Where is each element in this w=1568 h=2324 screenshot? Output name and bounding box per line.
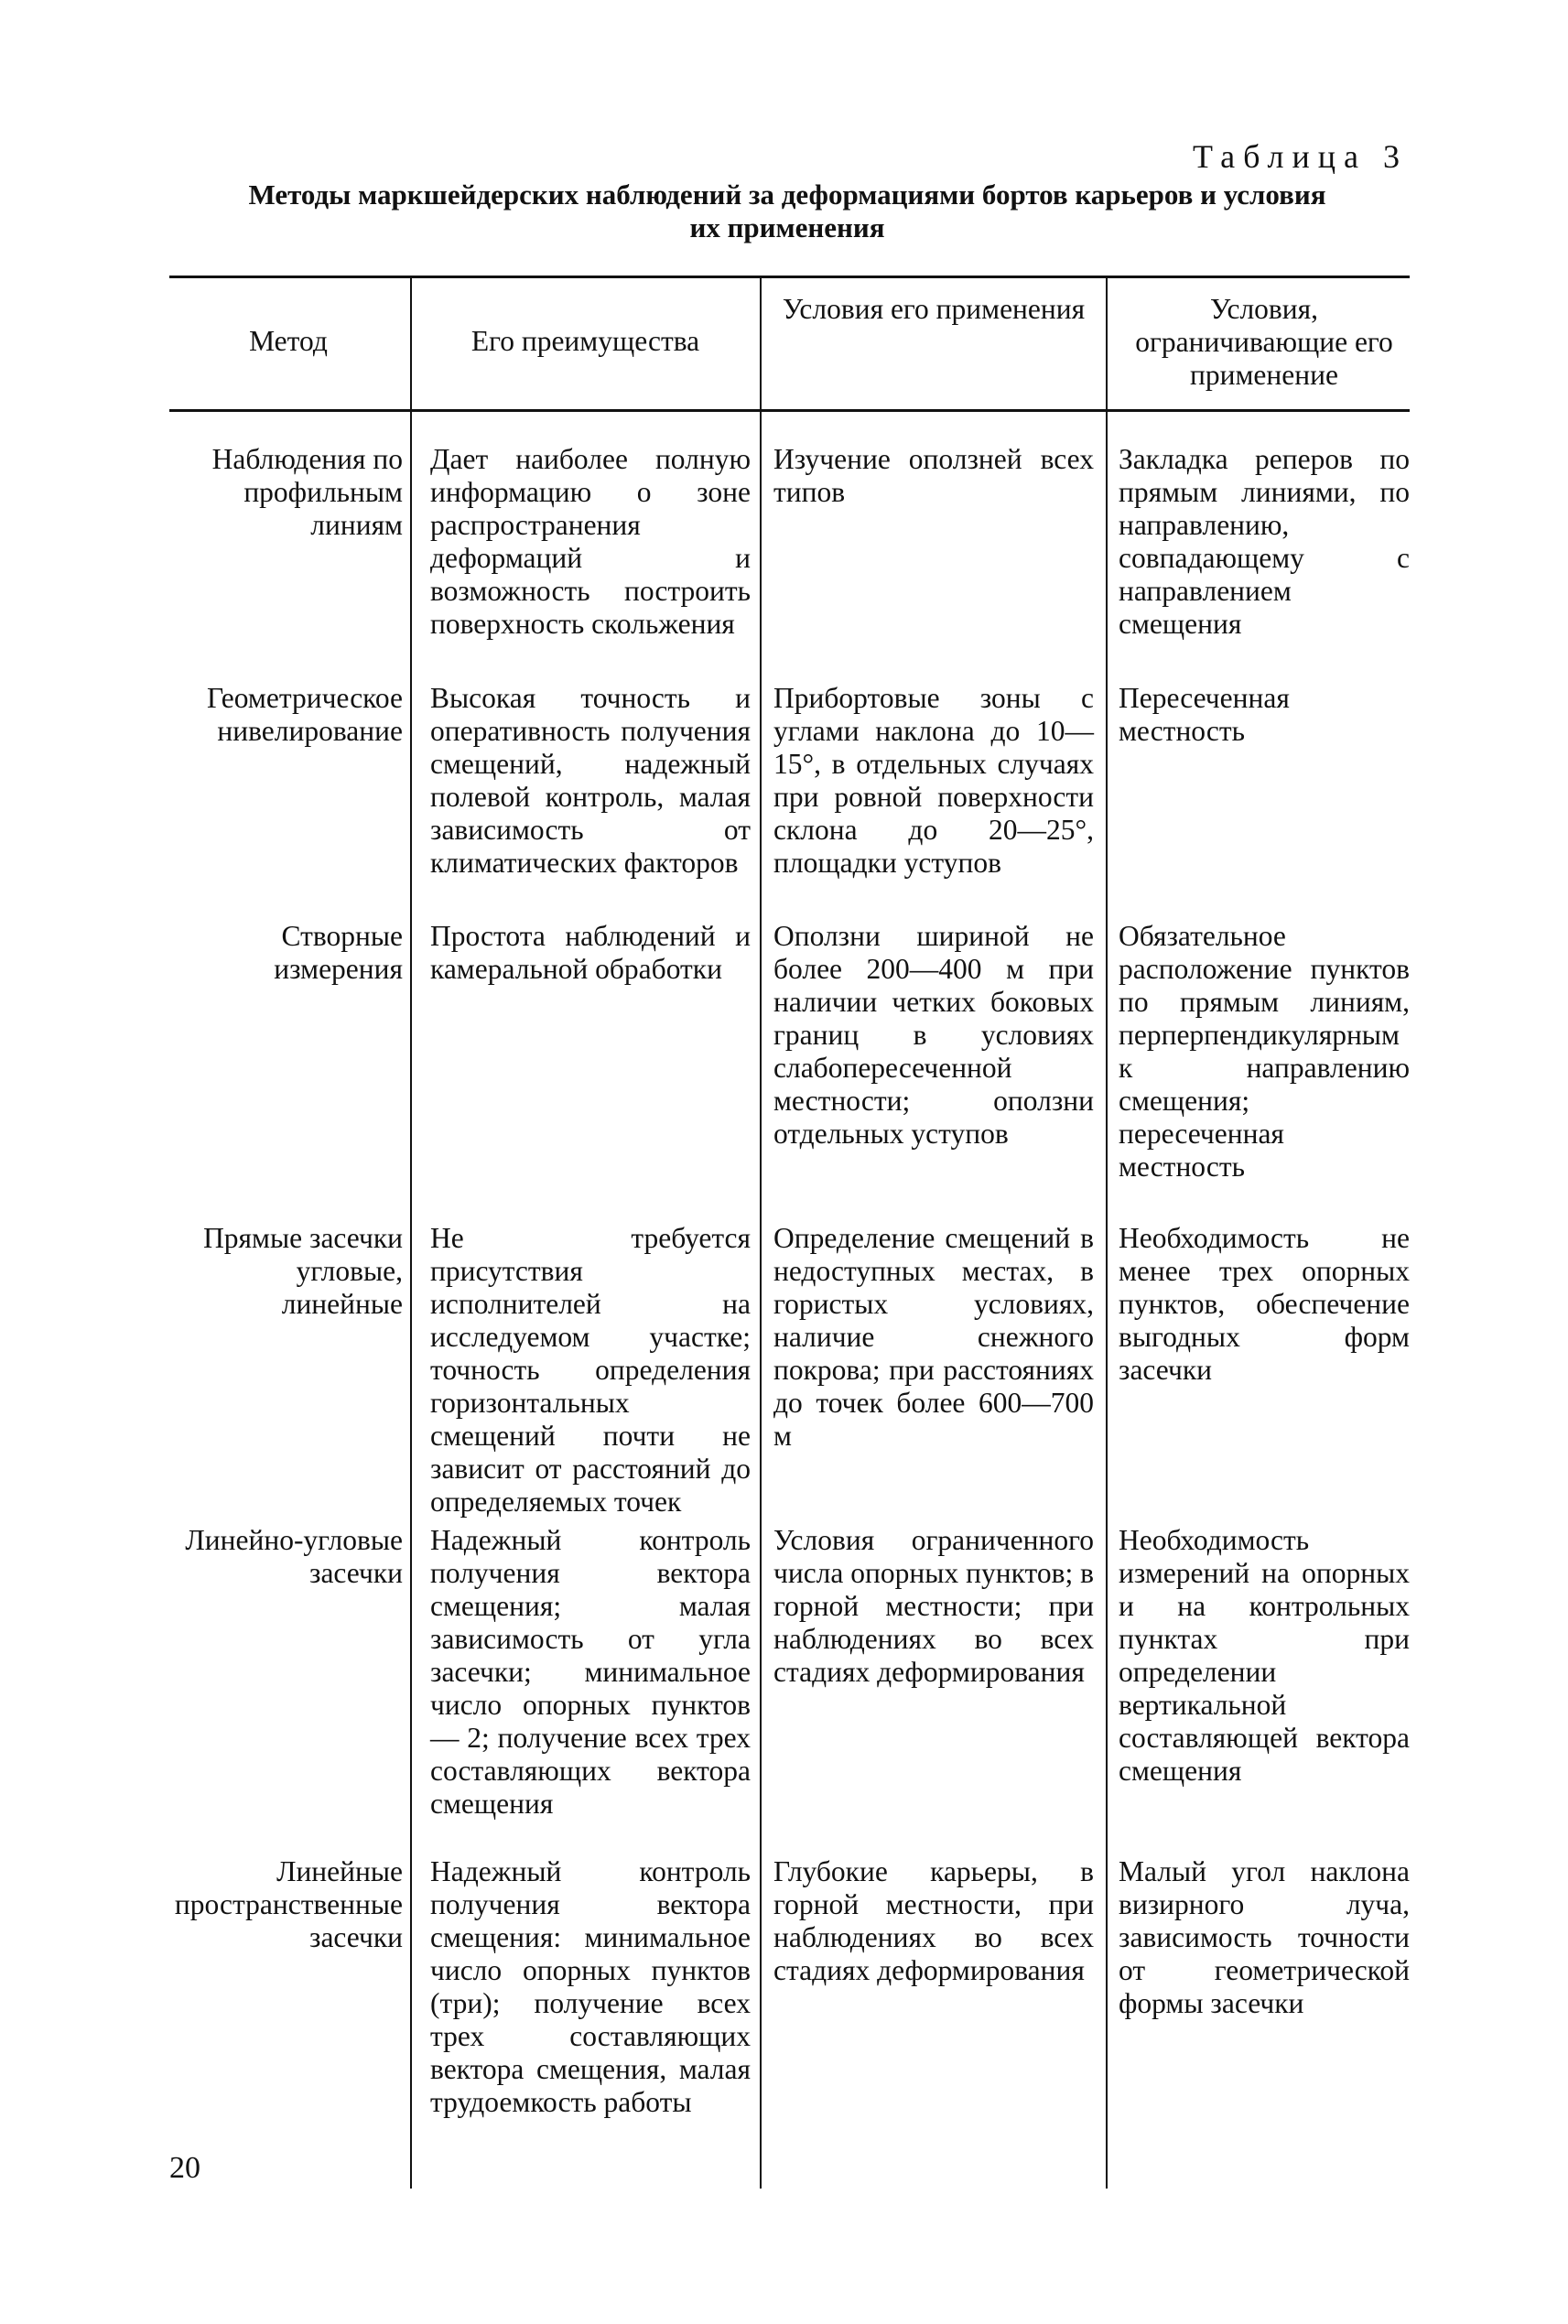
table-cell-conditions: Изучение оползней всех типов <box>773 443 1094 508</box>
table-title <box>165 178 1410 244</box>
table-cell-conditions: Определение смещений в недоступных местах, в гористых условиях, наличие снежного покрова; при расстояниях до точек более 600—700 м <box>773 1222 1094 1452</box>
column-divider <box>760 276 762 2189</box>
table-cell-conditions: Прибортовые зоны с углами наклона до 10—15°, в отдельных случаях при ровной поверхности склона до 20—25°, площадки уступов <box>773 682 1094 879</box>
table-cell-advantages: Надежный контроль получения вектора смещения: минимальное число опорных пунктов (три); получение всех трех составляющих вектора смещения, малая трудоемкость работы <box>430 1855 751 2118</box>
table-cell-method: Линейные пространственные засечки <box>174 1855 403 1953</box>
table-cell-advantages: Высокая точность и оперативность получения смещений, надежный полевой контроль, малая зависимость от климатических факторов <box>430 682 751 879</box>
table-number-label: Таблица 3 <box>1193 138 1408 175</box>
table-cell-conditions: Глубокие карьеры, в горной местности, при наблюдениях во всех стадиях деформирования <box>773 1855 1094 1986</box>
page-number: 20 <box>169 2151 200 2185</box>
table-header-rule <box>169 409 1410 412</box>
table-cell-limitations: Малый угол наклона визирного луча, зависимость точности от геометрической формы засечки <box>1119 1855 1410 2019</box>
column-divider <box>1106 276 1108 2189</box>
table-cell-conditions: Оползни шириной не более 200—400 м при наличии четких боковых границ в условиях слабопересеченной местности; оползни отдельных уступов <box>773 920 1094 1150</box>
table-title-line: Методы маркшейдерских наблюдений за деформациями бортов карьеров и условия <box>248 178 1326 211</box>
table-cell-advantages: Не требуется присутствия исполнителей на исследуемом участке; точность определения горизонтальных смещений почти не зависит от расстояний до определяемых точек <box>430 1222 751 1518</box>
table-cell-limitations: Закладка реперов по прямым линиями, по направлению, совпадающему с направлением смещения <box>1119 443 1410 640</box>
column-header-conditions: Условия его применения <box>782 293 1086 325</box>
table-cell-limitations: Обязательное расположение пунктов по прямым линиям, перперпендикулярным к направлению смещения; пересеченная местность <box>1119 920 1410 1183</box>
column-header-limitations: Условия, ограничивающие его применение <box>1135 293 1393 391</box>
table-cell-advantages: Простота наблюдений и камеральной обработки <box>430 920 751 985</box>
column-divider <box>410 276 412 2189</box>
column-header-method: Метод <box>249 325 328 357</box>
table-cell-method: Геометрическое нивелирование <box>206 682 403 747</box>
table-cell-method: Створные измерения <box>274 920 403 985</box>
table-cell-advantages: Дает наиболее полную информацию о зоне распространения деформаций и возможность построить поверхность скольжения <box>430 443 751 640</box>
table-cell-method: Наблюдения по профильным линиям <box>211 443 403 541</box>
table-cell-method: Линейно-угловые засечки <box>185 1524 403 1589</box>
table-cell-limitations: Необходимость измерений на опорных и на контрольных пунктах при определении вертикальной составляющей вектора смещения <box>1119 1524 1410 1787</box>
table-cell-advantages: Надежный контроль получения вектора смещения; малая зависимость от угла засечки; минимальное число опорных пунктов — 2; получение всех трех составляющих вектора смещения <box>430 1524 751 1820</box>
table-cell-limitations: Пересеченная местность <box>1119 682 1290 747</box>
table-cell-limitations: Необходимость не менее трех опорных пунктов, обеспечение выгодных форм засечки <box>1119 1222 1410 1386</box>
column-header-advantages: Его преимущества <box>470 325 700 357</box>
table-title-line: их применения <box>689 211 885 243</box>
table-top-rule <box>169 276 1410 278</box>
table-cell-conditions: Условия ограниченного числа опорных пунктов; в горной местности; при наблюдениях во всех стадиях деформирования <box>773 1524 1094 1688</box>
table-cell-method: Прямые засечки угловые, линейные <box>203 1222 403 1320</box>
